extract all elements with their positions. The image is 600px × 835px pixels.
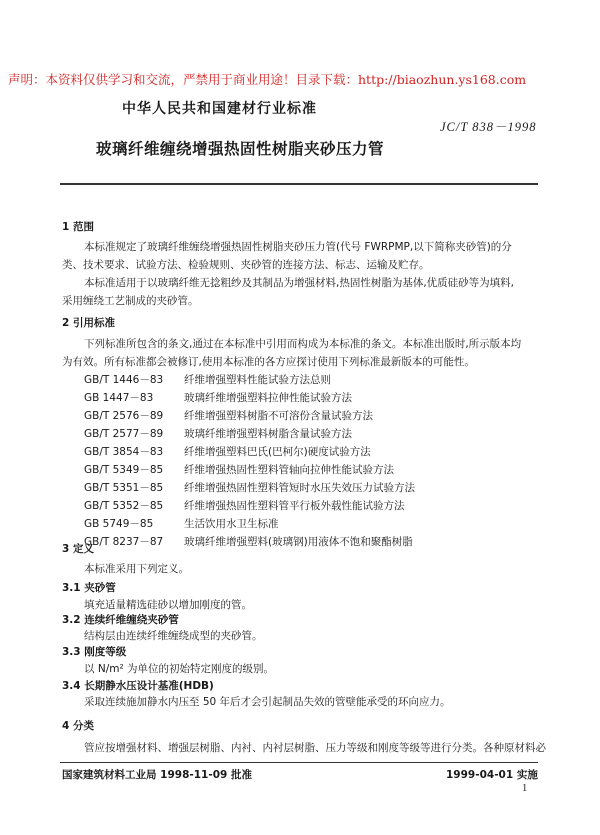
reference-name: 纤维增强热固性塑料管轴向拉伸性能试验方法 [184,464,394,476]
reference-code: GB/T 2577－89 [84,428,164,440]
s2-paragraph-line-2: 为有效。所有标准都会被修订,使用本标准的各方应探讨使用下列标准最新版本的可能性。 [62,356,475,368]
s4-paragraph: 管应按增强材料、增强层树脂、内衬、内衬层树脂、压力等级和刚度等级等进行分类。各种原材料必 [84,742,546,754]
footer-divider [60,762,538,763]
reference-item [84,426,352,441]
reference-item [84,516,279,531]
s1-paragraph-1-line-2: 类、技术要求、试验方法、检验规则、夹砂管的连接方法、标志、运输及贮存。 [62,259,430,271]
s1-paragraph-2-line-2: 采用缠绕工艺制成的夹砂管。 [62,295,199,307]
reference-code: GB/T 3854－83 [84,446,164,458]
reference-item [84,462,394,477]
reference-name: 玻璃纤维增强塑料(玻璃钢)用液体不饱和聚酯树脂 [184,536,413,548]
reference-item [84,390,352,405]
reference-code: GB 5749－85 [84,518,154,530]
s2-paragraph-line-1: 下列标准所包含的条文,通过在本标准中引用而构成为本标准的条文。本标准出版时,所示版本均 [84,338,522,350]
reference-code: GB/T 5351－85 [84,482,164,494]
implementation-date: 1999-04-01 实施 [446,769,538,781]
approval-date: 国家建筑材料工业局 1998-11-09 批准 [62,769,252,781]
header-divider [60,183,538,185]
definition-3-2-body: 结构层由连续纤维缠绕成型的夹砂管。 [84,630,263,642]
definition-3-3-body: 以 N/m² 为单位的初始特定刚度的级别。 [84,663,275,675]
reference-name: 纤维增强塑料性能试验方法总则 [184,374,331,386]
reference-code: GB/T 8237－87 [84,536,164,548]
reference-name: 纤维增强热固性塑料管平行板外载性能试验方法 [184,500,405,512]
reference-code: GB/T 5349－85 [84,464,164,476]
reference-name: 生活饮用水卫生标准 [184,518,279,530]
section-2-heading: 2 引用标准 [62,317,115,329]
reference-code: GB/T 2576－89 [84,410,164,422]
reference-name: 玻璃纤维增强塑料树脂含量试验方法 [184,428,352,440]
reference-name: 纤维增强塑料树脂不可溶份含量试验方法 [184,410,373,422]
section-1-heading: 1 范围 [62,221,94,233]
s1-paragraph-1-line-1: 本标准规定了玻璃纤维缠绕增强热固性树脂夹砂压力管(代号 FWRPMP,以下简称夹砂管)的分 [84,241,512,253]
reference-item [84,534,413,549]
s3-intro: 本标准采用下列定义。 [84,563,189,575]
reference-item [84,408,373,423]
reference-item [84,372,331,387]
definition-3-2-heading: 3.2 连续纤维缠绕夹砂管 [62,614,179,626]
reference-code: GB 1447－83 [84,392,154,404]
reference-name: 纤维增强塑料巴氏(巴柯尔)硬度试验方法 [184,446,371,458]
reference-name: 玻璃纤维增强塑料拉伸性能试验方法 [184,392,352,404]
definition-3-4-heading: 3.4 长期静水压设计基准(HDB) [62,680,214,692]
definition-3-1-body: 填充适量精选硅砂以增加刚度的管。 [84,599,252,611]
s1-paragraph-2-line-1: 本标准适用于以玻璃纤维无捻粗纱及其制品为增强材料,热固性树脂为基体,优质硅砂等为填料, [84,277,515,289]
copyright-notice: 声明：本资料仅供学习和交流，严禁用于商业用途！目录下载：http://biaozhun.ys168.com [8,72,527,87]
reference-item [84,498,405,513]
document-title: 玻璃纤维缠绕增强热固性树脂夹砂压力管 [96,140,385,158]
reference-item [84,480,415,495]
section-3-heading: 3 定义 [62,543,94,555]
definition-3-3-heading: 3.3 刚度等级 [62,646,127,658]
page-number: 1 [522,783,528,794]
definition-3-1-heading: 3.1 夹砂管 [62,582,116,594]
reference-item [84,444,371,459]
section-4-heading: 4 分类 [62,720,94,732]
reference-code: GB/T 5352－85 [84,500,164,512]
reference-name: 纤维增强热固性塑料管短时水压失效压力试验方法 [184,482,415,494]
reference-code: GB/T 1446－83 [84,374,164,386]
definition-3-4-body: 采取连续施加静水内压至 50 年后才会引起制品失效的管壁能承受的环向应力。 [84,696,451,708]
standard-code: JC/T 838－1998 [440,120,537,134]
industry-standard-label: 中华人民共和国建材行业标准 [122,101,317,117]
